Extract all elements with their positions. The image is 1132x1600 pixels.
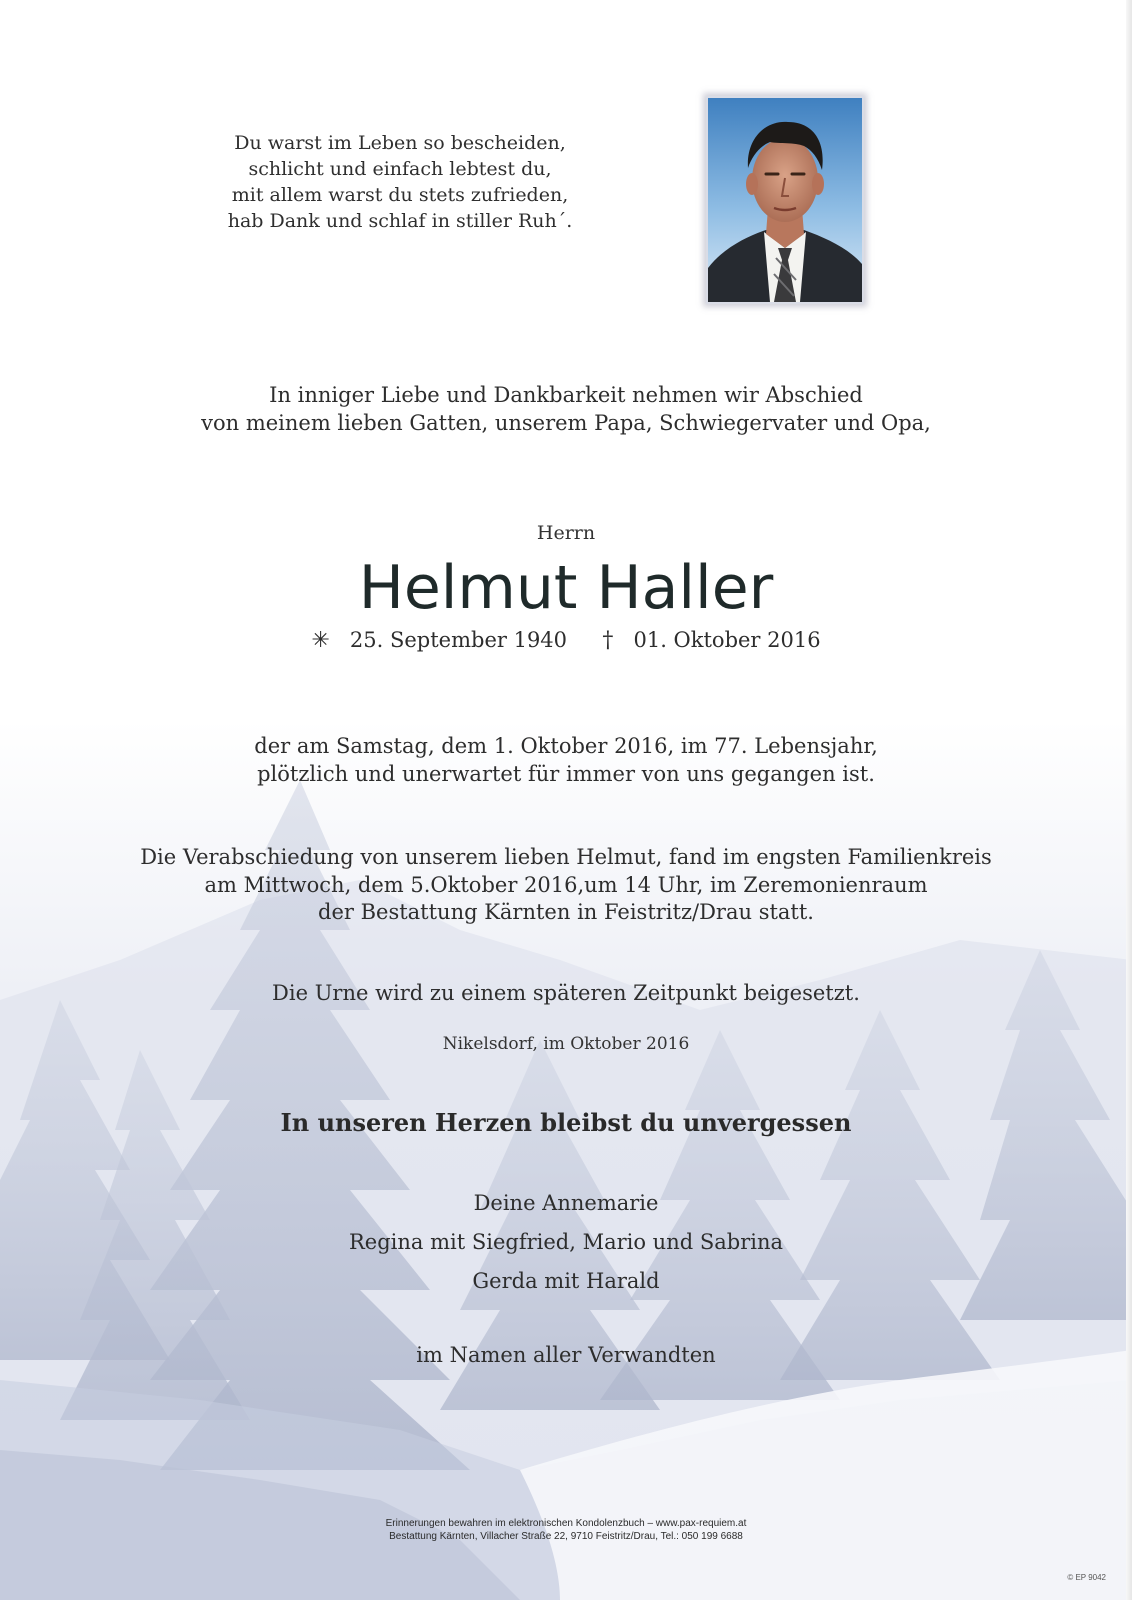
poem-line: mit allem warst du stets zufrieden, [231, 184, 569, 206]
intro-line: In inniger Liebe und Dankbarkeit nehmen wir Abschied [269, 383, 863, 407]
death-notice-line: plötzlich und unerwartet für immer von uns gegangen ist. [257, 761, 875, 786]
deceased-name: Helmut Haller [358, 553, 774, 623]
portrait-photo [708, 98, 862, 302]
memorial-poem [200, 130, 600, 234]
family-signatures [0, 1184, 1132, 1301]
farewell-intro [0, 382, 1132, 437]
birth-star-icon: ✳ [311, 628, 330, 653]
ceremony-details [0, 844, 1132, 927]
intro-line: von meinem lieben Gatten, unserem Papa, Schwiegervater und Opa, [201, 410, 931, 435]
footer-line: Bestattung Kärnten, Villacher Straße 22, 9710 Feistritz/Drau, Tel.: 050 199 6688 [389, 1531, 743, 1542]
birth-date: 25. September 1940 [349, 628, 568, 652]
poem-line: hab Dank und schlaf in stiller Ruh´. [227, 210, 573, 232]
death-cross-icon: † [602, 628, 614, 653]
ceremony-line: der Bestattung Kärnten in Feistritz/Drau statt. [318, 900, 814, 924]
poem-line: Du warst im Leben so bescheiden, [234, 132, 566, 154]
salutation: Herrn [536, 522, 596, 544]
footer-line: Erinnerungen bewahren im elektronischen Kondolenzbuch – www.pax-requiem.at [385, 1518, 747, 1529]
family-member: Regina mit Siegfried, Mario und Sabrina [349, 1230, 783, 1254]
footer-info [0, 1517, 1132, 1543]
family-member: Gerda mit Harald [472, 1269, 660, 1293]
life-dates [0, 628, 1132, 653]
poem-line: schlicht und einfach lebtest du, [248, 158, 552, 180]
ceremony-line: am Mittwoch, dem 5.Oktober 2016,um 14 Uhr, im Zeremonienraum [204, 872, 928, 897]
place-and-date: Nikelsdorf, im Oktober 2016 [442, 1034, 690, 1054]
death-notice [0, 733, 1132, 788]
urn-notice: Die Urne wird zu einem späteren Zeitpunkt beigesetzt. [272, 981, 860, 1005]
portrait-photo-frame [706, 96, 864, 304]
ceremony-line: Die Verabschiedung von unserem lieben Helmut, fand im engsten Familienkreis [140, 845, 992, 869]
death-notice-line: der am Samstag, dem 1. Oktober 2016, im 77. Lebensjahr, [254, 734, 878, 758]
relatives-note: im Namen aller Verwandten [416, 1343, 716, 1367]
family-member: Deine Annemarie [473, 1191, 659, 1215]
death-date: 01. Oktober 2016 [633, 628, 821, 652]
print-code: © EP 9042 [1067, 1573, 1106, 1582]
memorial-motto: In unseren Herzen bleibst du unvergessen [280, 1108, 852, 1137]
